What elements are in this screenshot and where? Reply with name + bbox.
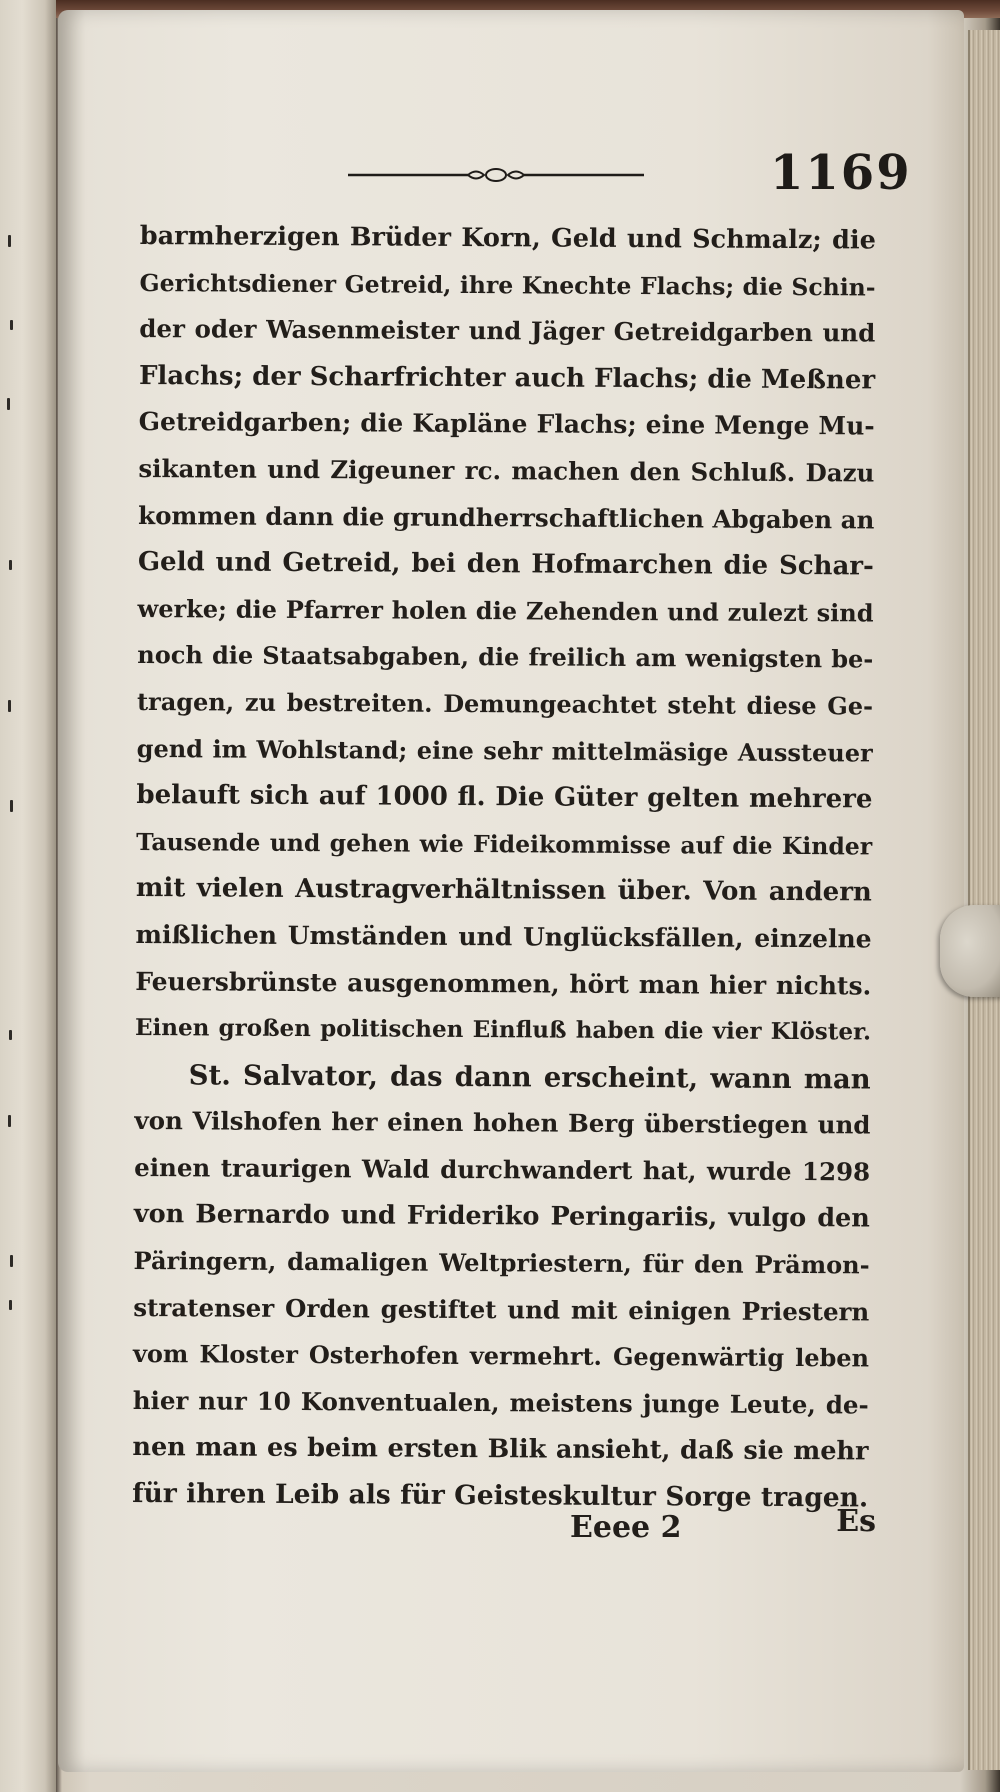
header-ornament-rule [348, 164, 644, 186]
text-line: Päringern, damaligen Weltpriestern, für den Prämon- [133, 1246, 870, 1280]
page-block-edges [968, 30, 1000, 1770]
text-line: Getreidgarben; die Kapläne Flachs; eine Menge Mu- [138, 407, 875, 441]
left-facing-page-edge [0, 0, 56, 1792]
signature-mark: Eeee 2 [570, 1510, 682, 1545]
text-line: werke; die Pfarrer holen die Zehenden und zulezt sind [137, 593, 874, 628]
text-line: vom Kloster Osterhofen vermehrt. Gegenwärtig leben [132, 1339, 870, 1373]
text-line: noch die Staatsabgaben, die freilich am wenigsten be- [137, 640, 874, 674]
text-line: Einen großen politischen Einfluß haben die vier Klöster. [134, 1014, 872, 1046]
text-line: gend im Wohlstand; eine sehr mittelmäsige Aussteuer [136, 733, 873, 768]
text-line: mit vielen Austragverhältnissen über. Von andern [135, 873, 872, 908]
text-line: für ihren Leib als für Geisteskultur Sorge tragen. [132, 1478, 869, 1514]
catchword: Es [836, 1504, 876, 1539]
text-line: von Bernardo und Frideriko Peringariis, vulgo den [133, 1199, 870, 1234]
text-line: Tausende und gehen wie Fideikommisse auf die Kinder [136, 827, 873, 861]
text-line: Gerichtsdiener Getreid, ihre Knechte Flachs; die Schin- [139, 268, 876, 302]
text-line: mißlichen Umständen und Unglücksfällen, einzelne [135, 919, 872, 954]
text-line: tragen, zu bestreiten. Demungeachtet steht diese Ge- [136, 686, 874, 721]
text-line: von Vilshofen her einen hohen Berg überstiegen und [134, 1106, 871, 1140]
body-text [132, 213, 876, 1522]
text-line: Geld und Getreid, bei den Hofmarchen die Schar- [137, 547, 874, 582]
text-line: Flachs; der Scharfrichter auch Flachs; die Meßner [138, 360, 876, 396]
text-line: barmherzigen Brüder Korn, Geld und Schmalz; die [139, 220, 876, 256]
text-line: Feuersbrünste ausgenommen, hört man hier nichts. [135, 966, 872, 1000]
text-line: hier nur 10 Konventualen, meistens junge Leute, de- [132, 1385, 869, 1420]
text-line: nen man es beim ersten Blik ansieht, daß sie mehr [132, 1432, 869, 1467]
bookmark-tab [940, 905, 1000, 997]
text-line: kommen dann die grundherrschaftlichen Abgaben an [138, 500, 875, 535]
text-line: der oder Wasenmeister und Jäger Getreidgarben und [139, 314, 876, 348]
text-line: stratenser Orden gestiftet und mit einigen Priestern [133, 1292, 870, 1327]
text-line: belauft sich auf 1000 fl. Die Güter gelten mehrere [136, 780, 873, 815]
page-number: 1169 [770, 145, 912, 201]
text-line-paragraph-start: St. Salvator, das dann erscheint, wann man [188, 1059, 871, 1096]
text-line: sikanten und Zigeuner rc. machen den Schluß. Dazu [138, 453, 875, 488]
page-footer [140, 1504, 876, 1554]
text-line: einen traurigen Wald durchwandert hat, wurde 1298 [134, 1152, 871, 1187]
book-page [58, 10, 964, 1772]
